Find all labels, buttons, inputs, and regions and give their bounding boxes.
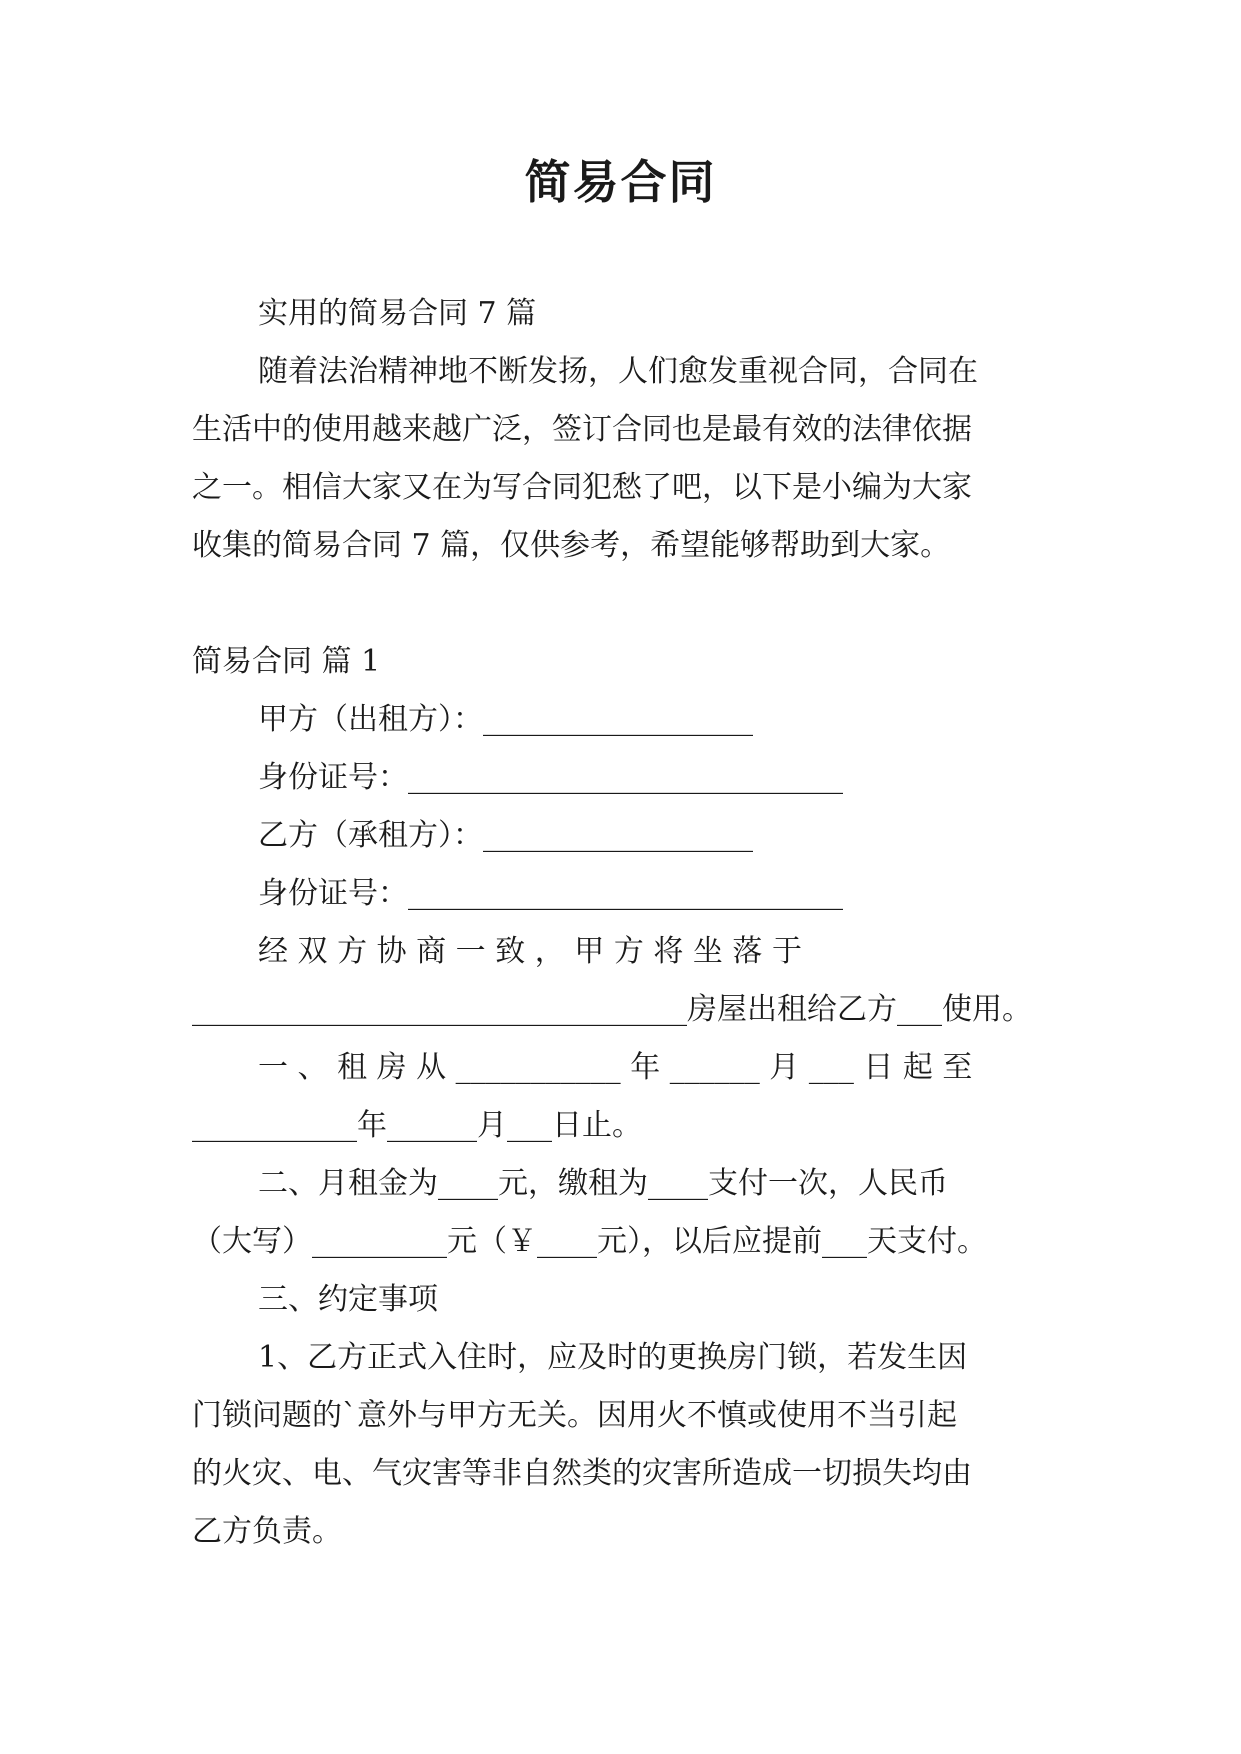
agreement-line-1: 经 双 方 协 商 一 致 ， 甲 方 将 坐 落 于: [258, 934, 802, 969]
rent-line-2: （大写）_________元（￥____元），以后应提前___天支付。: [192, 1224, 987, 1259]
document-title: 简易合同: [524, 155, 717, 209]
party-b-id-field: 身份证号：_____________________________: [258, 876, 843, 911]
term-item-line-4: 乙方负责。: [192, 1514, 342, 1549]
term-line-2: ___________年______月___日止。: [192, 1108, 642, 1143]
party-a-field: 甲方（出租方）：__________________: [258, 702, 753, 737]
rent-line-1: 二、月租金为____元，缴租为____支付一次，人民币: [258, 1166, 948, 1201]
terms-heading: 三、约定事项: [258, 1282, 438, 1317]
intro-line-3: 之一。相信大家又在为写合同犯愁了吧，以下是小编为大家: [192, 470, 972, 505]
section-heading: 简易合同 篇 1: [192, 644, 381, 679]
intro-line-4: 收集的简易合同 7 篇，仅供参考，希望能够帮助到大家。: [192, 528, 951, 563]
intro-line-2: 生活中的使用越来越广泛，签订合同也是最有效的法律依据: [192, 412, 972, 447]
document-subtitle: 实用的简易合同 7 篇: [258, 296, 537, 331]
paragraph-gap: [192, 575, 1052, 633]
party-a-id-field: 身份证号：_____________________________: [258, 760, 843, 795]
intro-line-1: 随着法治精神地不断发扬，人们愈发重视合同，合同在: [258, 354, 978, 389]
agreement-line-2: _________________________________房屋出租给乙方___使用。: [192, 992, 1032, 1027]
term-line-1: 一 、 租 房 从 ___________ 年 ______ 月 ___ 日 起 至: [258, 1050, 973, 1085]
document-body: [192, 285, 1052, 1561]
term-item-line-3: 的火灾、电、气灾害等非自然类的灾害所造成一切损失均由: [192, 1456, 972, 1491]
term-item-line-1: 1、乙方正式入住时，应及时的更换房门锁，若发生因: [258, 1340, 968, 1375]
party-b-field: 乙方（承租方）：__________________: [258, 818, 753, 853]
term-item-line-2: 门锁问题的`意外与甲方无关。因用火不慎或使用不当引起: [192, 1398, 957, 1433]
